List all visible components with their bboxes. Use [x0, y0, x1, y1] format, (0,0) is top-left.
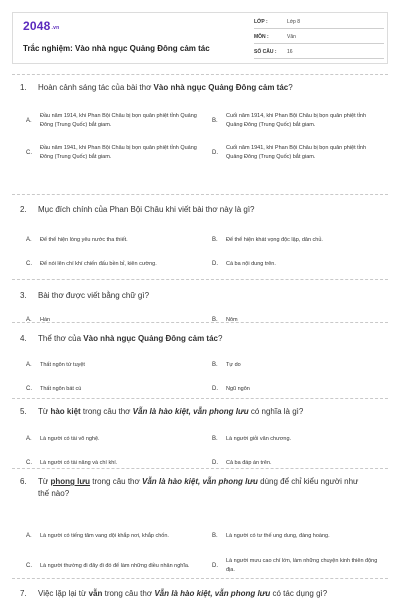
- answer-option-d[interactable]: [212, 252, 384, 276]
- question-emphasis: Vào nhà ngục Quảng Đông cảm tác: [83, 334, 218, 343]
- question-fragment: Thể thơ của: [38, 334, 84, 343]
- question-fragment: trong câu thơ: [90, 477, 142, 486]
- answer-option-a[interactable]: [26, 358, 198, 372]
- answer-option-d[interactable]: [212, 554, 384, 578]
- option-text: Là người giỏi văn chương.: [226, 435, 292, 442]
- question-number: 1.: [20, 83, 27, 92]
- question-divider: [12, 322, 388, 323]
- option-letter: B.: [212, 317, 218, 323]
- meta-row-class: [254, 16, 384, 29]
- option-text: Cuối năm 1914, khi Phan Bội Châu bị bọn quân phiệt tỉnh Quảng Đông (Trung Quốc) bắt giam.: [226, 113, 367, 128]
- option-text: Cuối năm 1941, khi Phan Bội Châu bị bọn quân phiệt tỉnh Quảng Đông (Trung Quốc) bắt giam.: [226, 145, 367, 160]
- option-letter: D.: [212, 386, 218, 392]
- question-fragment: trong câu thơ: [80, 407, 133, 416]
- question-4: [12, 322, 388, 392]
- answer-option-c[interactable]: [26, 138, 198, 168]
- question-fragment: Việc lặp lại từ: [38, 589, 89, 598]
- answer-option-b[interactable]: [212, 358, 384, 372]
- question-emphasis: hào kiệt: [50, 407, 81, 416]
- question-divider: [12, 194, 388, 195]
- option-letter: B.: [212, 362, 218, 368]
- option-text: Là người có tư thế ung dung, đàng hoàng.: [226, 532, 330, 539]
- answer-option-a[interactable]: [26, 313, 198, 327]
- option-text: Thất ngôn tứ tuyệt: [40, 361, 85, 368]
- option-text: Đầu năm 1941, khi Phan Bội Châu bị bọn quân phiệt tỉnh Quảng Đông (Trung Quốc) bắt giam.: [40, 145, 197, 160]
- question-text: [20, 476, 368, 500]
- option-text: Tự do: [226, 361, 241, 368]
- question-emphasis: Vẫn là hào kiệt, vẫn phong lưu: [154, 589, 271, 598]
- question-text: [20, 406, 368, 418]
- answer-option-b[interactable]: [212, 432, 384, 446]
- option-text: Nôm: [226, 316, 238, 323]
- option-letter: C.: [26, 460, 32, 466]
- question-body: [38, 588, 368, 600]
- question-fragment: Mục đích chính của Phan Bội Châu khi viết bài thơ này là gì?: [38, 205, 255, 214]
- answer-option-b[interactable]: [212, 313, 384, 327]
- question-emphasis: Vào nhà ngục Quảng Đông cảm tác: [153, 83, 289, 92]
- option-letter: C.: [26, 150, 32, 156]
- answer-option-c[interactable]: [26, 382, 198, 396]
- meta-value: 16: [287, 49, 293, 55]
- quiz-header: [12, 12, 388, 64]
- option-letter: D.: [212, 261, 218, 267]
- option-letter: C.: [26, 563, 32, 569]
- option-letter: A.: [26, 317, 32, 323]
- question-divider: [12, 398, 388, 399]
- option-text: Ngũ ngôn: [226, 385, 250, 392]
- option-text: Thất ngôn bát cú: [40, 385, 82, 392]
- question-divider: [12, 468, 388, 469]
- answer-option-a[interactable]: [26, 432, 198, 446]
- question-divider: [12, 74, 388, 75]
- question-text: [20, 82, 368, 94]
- option-letter: D.: [212, 563, 218, 569]
- question-2: [12, 194, 388, 267]
- answer-option-b[interactable]: [212, 524, 384, 548]
- question-fragment: ?: [217, 334, 223, 343]
- meta-row-count: [254, 46, 384, 59]
- answer-option-b[interactable]: [212, 106, 384, 136]
- option-text: Cả ba đáp án trên.: [226, 459, 272, 466]
- option-text: Để thể hiện lòng yêu nước tha thiết.: [40, 236, 128, 243]
- question-text: [20, 204, 368, 216]
- question-fragment: Từ: [38, 407, 51, 416]
- question-fragment: dùng để chỉ kiểu người như thế nào?: [38, 477, 359, 498]
- meta-value: Văn: [287, 34, 296, 40]
- quiz-meta: [254, 16, 384, 61]
- question-body: [38, 406, 368, 418]
- option-text: Là người thường đi đây đi đó để làm những điều nhân nghĩa.: [40, 562, 190, 569]
- option-letter: C.: [26, 386, 32, 392]
- option-letter: A.: [26, 237, 32, 243]
- question-emphasis: phong lưu: [50, 477, 91, 486]
- answer-option-a[interactable]: [26, 228, 198, 252]
- question-body: [38, 476, 368, 500]
- question-fragment: Từ: [38, 477, 51, 486]
- question-fragment: ?: [288, 83, 293, 92]
- quiz-title: Trắc nghiệm: Vào nhà ngục Quảng Đông cảm tác: [23, 44, 210, 53]
- question-3: [12, 279, 388, 323]
- meta-key: MÔN :: [254, 34, 269, 40]
- question-emphasis: Vẫn là hào kiệt, vẫn phong lưu: [132, 407, 249, 416]
- option-letter: B.: [212, 118, 218, 124]
- option-letter: D.: [212, 460, 218, 466]
- option-letter: A.: [26, 436, 32, 442]
- answer-option-d[interactable]: [212, 382, 384, 396]
- question-divider: [12, 578, 388, 579]
- question-7: [12, 578, 388, 598]
- question-fragment: có nghĩa là gì?: [248, 407, 304, 416]
- option-letter: A.: [26, 362, 32, 368]
- question-emphasis: Vẫn là hào kiệt, vẫn phong lưu: [141, 477, 258, 486]
- option-text: Cá ba nội dung trên.: [226, 260, 276, 267]
- meta-key: LỚP :: [254, 19, 268, 25]
- site-logo[interactable]: [23, 19, 59, 33]
- question-number: 3.: [20, 291, 27, 300]
- option-letter: A.: [26, 533, 32, 539]
- meta-row-subject: [254, 31, 384, 44]
- logo-tld: .vn: [51, 25, 60, 31]
- option-text: Đầu năm 1914, khi Phan Bội Châu bị bọn quân phiệt tỉnh Quảng Đông (Trung Quốc) bắt giam.: [40, 113, 197, 128]
- option-text: Là người có tài năng và chí khí.: [40, 459, 118, 466]
- question-fragment: có tác dụng gì?: [270, 589, 328, 598]
- question-number: 2.: [20, 205, 27, 214]
- option-text: Là người mưu cao chí lớn, làm những chuyện kinh thiên động địa.: [226, 558, 378, 573]
- question-body: [38, 333, 368, 345]
- answer-option-d[interactable]: [212, 138, 384, 168]
- question-1: [12, 74, 388, 160]
- question-text: [20, 290, 368, 302]
- question-number: 5.: [20, 407, 27, 416]
- meta-value: Lớp 8: [287, 19, 301, 25]
- question-body: [38, 204, 368, 216]
- option-letter: B.: [212, 436, 218, 442]
- question-text: [20, 588, 368, 600]
- option-text: Hán: [40, 316, 51, 323]
- logo-text: 2048: [23, 19, 51, 33]
- question-body: [38, 290, 368, 302]
- question-fragment: Bài thơ được viết bằng chữ gì?: [38, 291, 150, 300]
- answer-option-c[interactable]: [26, 554, 198, 578]
- question-number: 4.: [20, 334, 27, 343]
- question-body: [38, 82, 368, 94]
- option-letter: A.: [26, 118, 32, 124]
- question-text: [20, 333, 368, 345]
- option-letter: B.: [212, 533, 218, 539]
- answer-option-a[interactable]: [26, 106, 198, 136]
- answer-option-a[interactable]: [26, 524, 198, 548]
- question-divider: [12, 279, 388, 280]
- option-text: Là người có tài võ nghệ.: [40, 435, 100, 442]
- question-fragment: Hoàn cảnh sáng tác của bài thơ: [38, 83, 154, 92]
- question-fragment: trong câu thơ: [102, 589, 155, 598]
- meta-key: SỐ CÂU :: [254, 49, 277, 55]
- option-letter: B.: [212, 237, 218, 243]
- question-number: 6.: [20, 477, 27, 486]
- question-6: [12, 468, 388, 573]
- answer-option-b[interactable]: [212, 228, 384, 252]
- answer-option-c[interactable]: [26, 252, 198, 276]
- option-text: Là người có tiếng tăm vang dội khắp nơi, khắp chốn.: [40, 532, 169, 539]
- option-text: Để thể hiện khát vọng độc lập, dân chủ.: [226, 236, 323, 243]
- option-letter: D.: [212, 150, 218, 156]
- option-letter: C.: [26, 261, 32, 267]
- question-number: 7.: [20, 589, 27, 598]
- question-5: [12, 398, 388, 466]
- question-emphasis: vẫn: [88, 589, 103, 598]
- option-text: Để nói lên chí khí chiến đấu bền bỉ, kiên cường.: [40, 260, 157, 267]
